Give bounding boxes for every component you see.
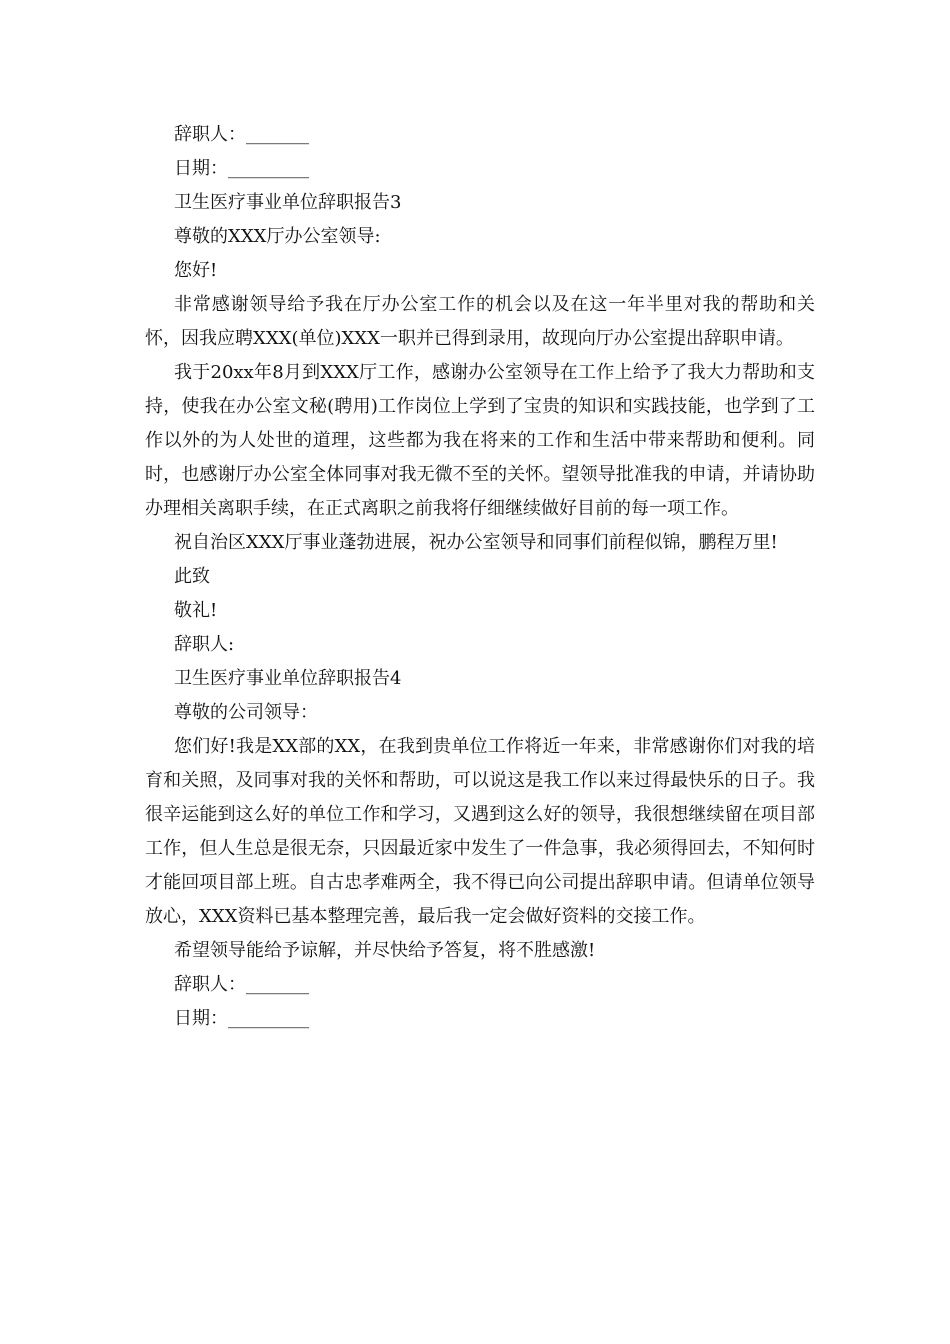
- paragraph: 您们好!我是XX部的XX，在我到贵单位工作将近一年来，非常感谢你们对我的培育和关照，及同事对我的关怀和帮助，可以说这是我工作以来过得最快乐的日子。我很辛运能到这么好的单位工作和学习，又遇到这么好的领导，我很想继续留在项目部工作，但人生总是很无奈，只因最近家中发生了一件急事，我必须得回去，不知何时才能回项目部上班。自古忠孝难两全，我不得已向公司提出辞职申请。但请单位领导放心，XXX资料已基本整理完善，最后我一定会做好资料的交接工作。: [145, 736, 815, 927]
- salutation: 尊敬的XXX厅办公室领导:: [174, 226, 381, 247]
- closing-line: 敬礼!: [174, 600, 218, 621]
- signature-line: 辞职人：_______: [174, 974, 309, 995]
- paragraph: 我于20xx年8月到XXX厅工作，感谢办公室领导在工作上给予了我大力帮助和支持，使我在办公室文秘(聘用)工作岗位上学到了宝贵的知识和实践技能，也学到了工作以外的为人处世的道理，这些都为我在将来的工作和生活中带来帮助和便利。同时，也感谢厅办公室全体同事对我无微不至的关怀。望领导批准我的申请，并请协助办理相关离职手续，在正式离职之前我将仔细继续做好目前的每一项工作。: [145, 362, 815, 519]
- signature-line: 辞职人：_______: [174, 124, 309, 145]
- section-title: 卫生医疗事业单位辞职报告3: [174, 192, 402, 213]
- date-line: 日期：_________: [174, 158, 309, 179]
- document-body: [145, 118, 815, 1036]
- paragraph: 非常感谢领导给予我在厅办公室工作的机会以及在这一年半里对我的帮助和关怀，因我应聘XXX(单位)XXX一职并已得到录用，故现向厅办公室提出辞职申请。: [145, 294, 815, 349]
- request-line: 希望领导能给予谅解，并尽快给予答复，将不胜感激!: [174, 940, 596, 961]
- greeting: 您好!: [174, 260, 218, 281]
- closing-line: 此致: [174, 566, 210, 587]
- salutation: 尊敬的公司领导：: [174, 702, 318, 723]
- signature-line: 辞职人:: [174, 634, 235, 655]
- date-line: 日期：_________: [174, 1008, 309, 1029]
- section-title: 卫生医疗事业单位辞职报告4: [174, 668, 402, 689]
- wishes-line: 祝自治区XXX厅事业蓬勃进展，祝办公室领导和同事们前程似锦，鹏程万里!: [174, 532, 778, 553]
